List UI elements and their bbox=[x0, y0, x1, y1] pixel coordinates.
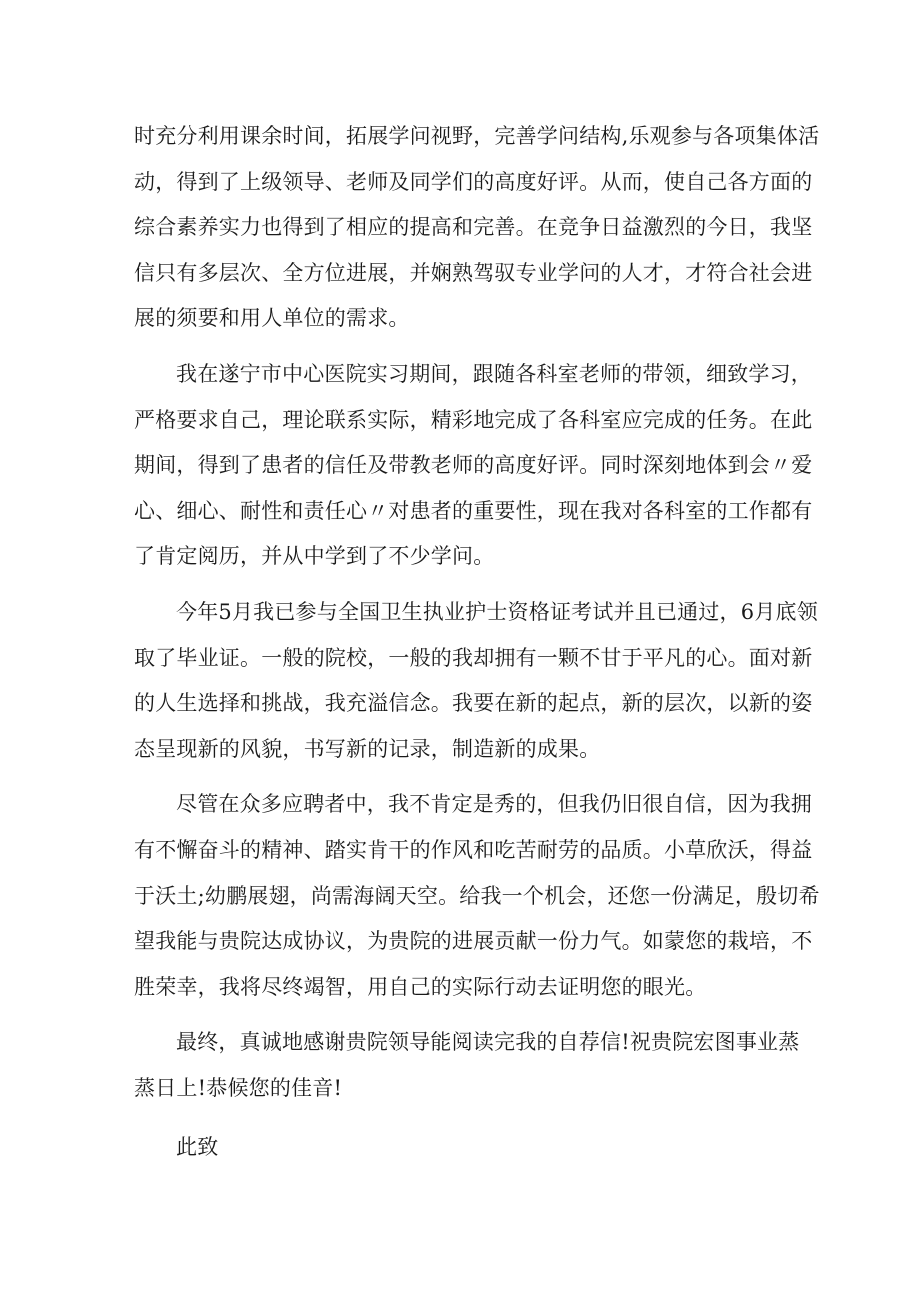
text-line: 时充分利用课余时间，拓展学问视野，完善学问结构,乐观参与各项集体活 bbox=[134, 124, 820, 148]
closing-salutation: 此致 bbox=[176, 1135, 219, 1160]
text-line: 态呈现新的风貌，书写新的记录，制造新的成果。 bbox=[134, 736, 601, 761]
text-line: 蒸日上!恭候您的佳音! bbox=[134, 1075, 343, 1100]
text-line: 我在遂宁市中心医院实习期间，跟随各科室老师的带领，细致学习， bbox=[176, 361, 812, 386]
text-line: 今年5月我已参与全国卫生执业护士资格证考试并且已通过，6月底领 bbox=[176, 599, 818, 624]
text-line: 取了毕业证。一般的院校，一般的我却拥有一颗不甘于平凡的心。面对新 bbox=[134, 645, 813, 670]
text-line: 的人生选择和挑战，我充溢信念。我要在新的起点，新的层次，以新的姿 bbox=[134, 691, 813, 716]
text-line: 尽管在众多应聘者中，我不肯定是秀的，但我仍旧很自信，因为我拥 bbox=[176, 792, 812, 817]
text-line: 于沃土;幼鹏展翅，尚需海阔天空。给我一个机会，还您一份满足，殷切希 bbox=[134, 883, 820, 908]
paragraph-4 bbox=[134, 782, 820, 1010]
text-line: 动，得到了上级领导、老师及同学们的高度好评。从而，使自己各方面的 bbox=[134, 169, 813, 194]
text-line: 信只有多层次、全方位进展，并娴熟驾驭专业学问的人才，才符合社会进 bbox=[134, 260, 813, 285]
text-line: 望我能与贵院达成协议，为贵院的进展贡献一份力气。如蒙您的栽培，不 bbox=[134, 929, 813, 954]
text-line: 有不懈奋斗的精神、踏实肯干的作风和吃苦耐劳的品质。小草欣沃，得益 bbox=[134, 837, 813, 862]
text-line: 期间，得到了患者的信任及带教老师的高度好评。同时深刻地体到会〃爱 bbox=[134, 453, 813, 478]
paragraph-2 bbox=[134, 352, 813, 580]
paragraph-3 bbox=[134, 590, 818, 772]
text-line: 综合素养实力也得到了相应的提高和完善。在竞争日益激烈的今日，我坚 bbox=[134, 215, 813, 240]
text-line: 严格要求自己，理论联系实际，精彩地完成了各科室应完成的任务。在此 bbox=[134, 407, 813, 432]
text-line: 心、细心、耐性和责任心〃对患者的重要性，现在我对各科室的工作都有 bbox=[134, 498, 813, 523]
paragraph-1 bbox=[134, 114, 820, 342]
text-line: 了肯定阅历，并从中学到了不少学问。 bbox=[134, 544, 495, 569]
letter-body bbox=[134, 114, 820, 1171]
text-line: 展的须要和用人单位的需求。 bbox=[134, 306, 410, 331]
text-line: 胜荣幸，我将尽终竭智，用自己的实际行动去证明您的眼光。 bbox=[134, 974, 707, 999]
paragraph-5 bbox=[134, 1020, 800, 1111]
text-line: 最终，真诚地感谢贵院领导能阅读完我的自荐信!祝贵院宏图事业蒸 bbox=[176, 1030, 800, 1055]
